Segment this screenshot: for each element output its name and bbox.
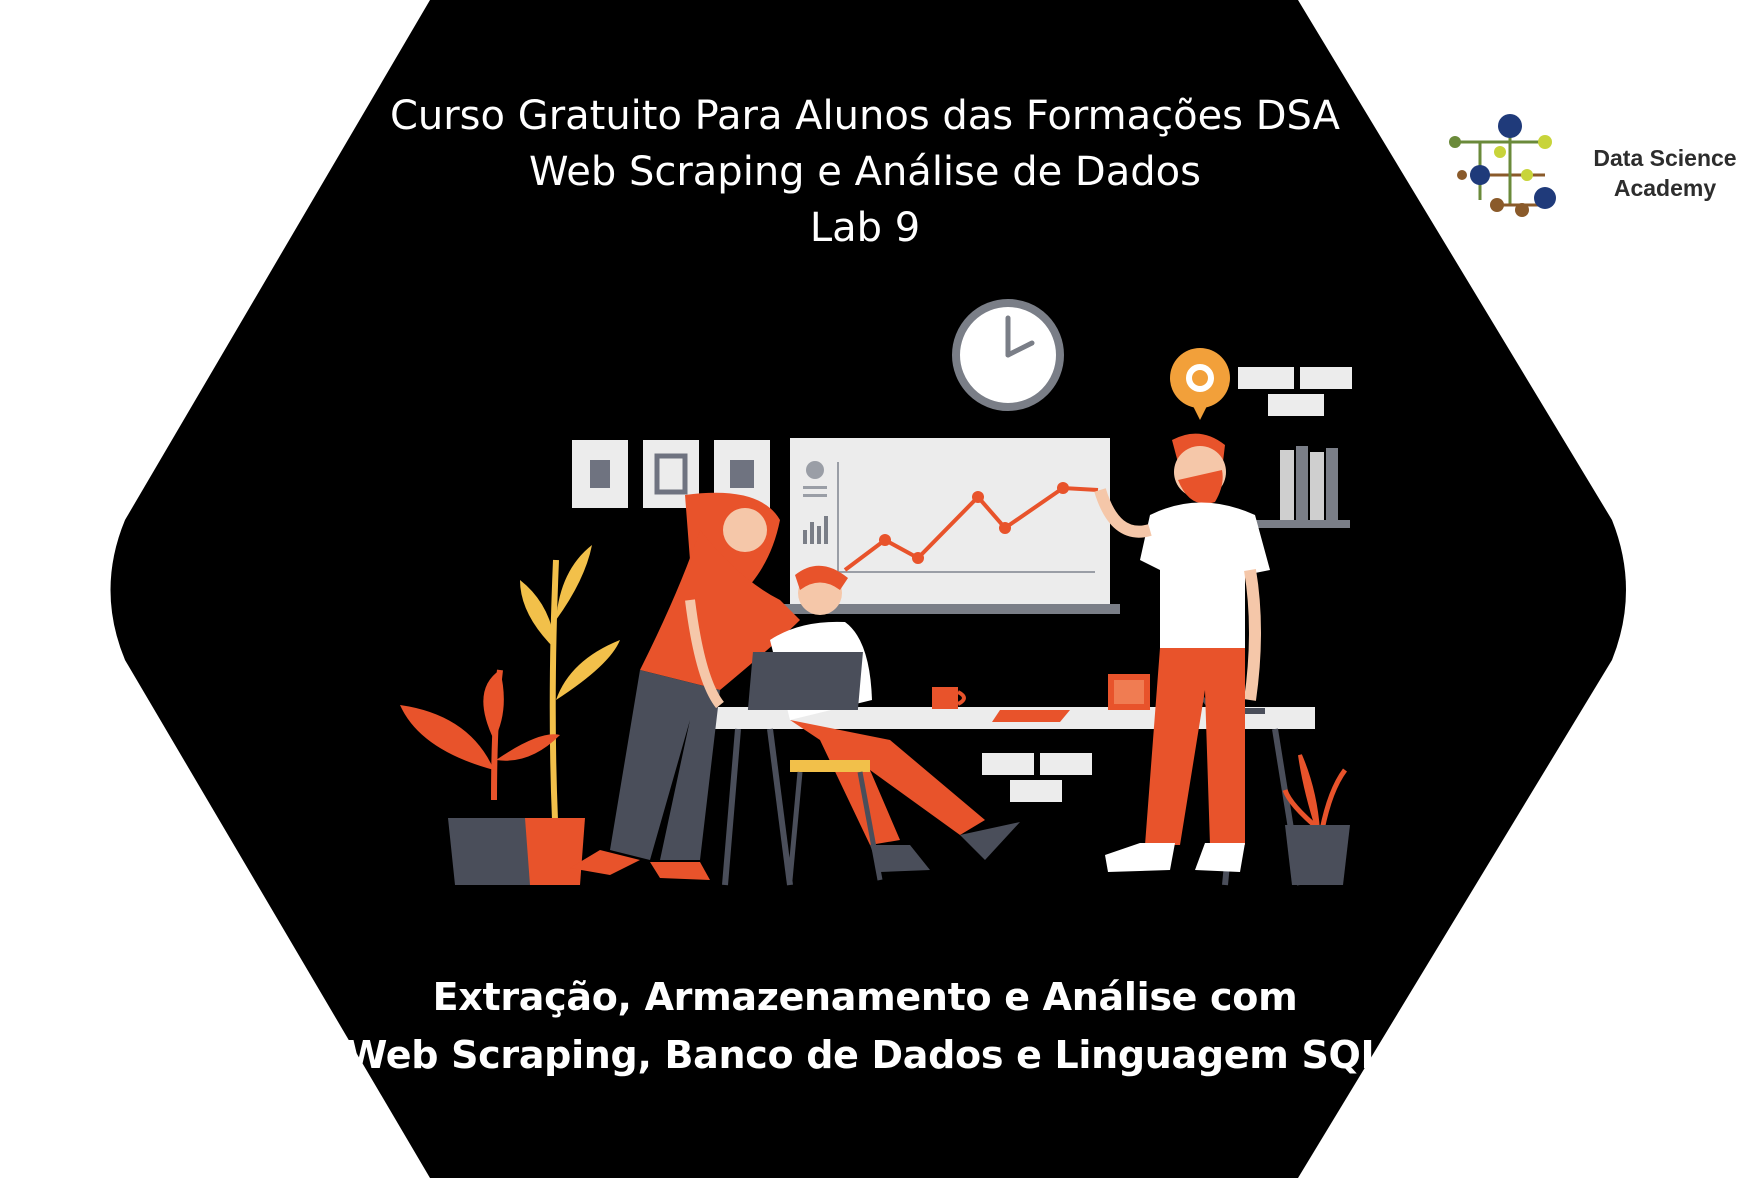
header-line-2: Web Scraping e Análise de Dados bbox=[529, 149, 1201, 195]
course-header bbox=[330, 88, 1400, 256]
header-line-3: Lab 9 bbox=[809, 205, 921, 251]
footer-line-1: Extração, Armazenamento e Análise com bbox=[432, 975, 1298, 1019]
footer-line-2: Web Scraping, Banco de Dados e Linguagem SQL bbox=[345, 1033, 1385, 1077]
header-line-1: Curso Gratuito Para Alunos das Formações DSA bbox=[389, 93, 1341, 139]
logo-label bbox=[1575, 143, 1754, 203]
logo-icon bbox=[1449, 114, 1556, 217]
logo-line-2: Academy bbox=[1613, 175, 1717, 201]
course-subtitle bbox=[300, 968, 1430, 1084]
clock-icon bbox=[956, 303, 1060, 407]
logo-line-1: Data Science bbox=[1593, 145, 1737, 171]
